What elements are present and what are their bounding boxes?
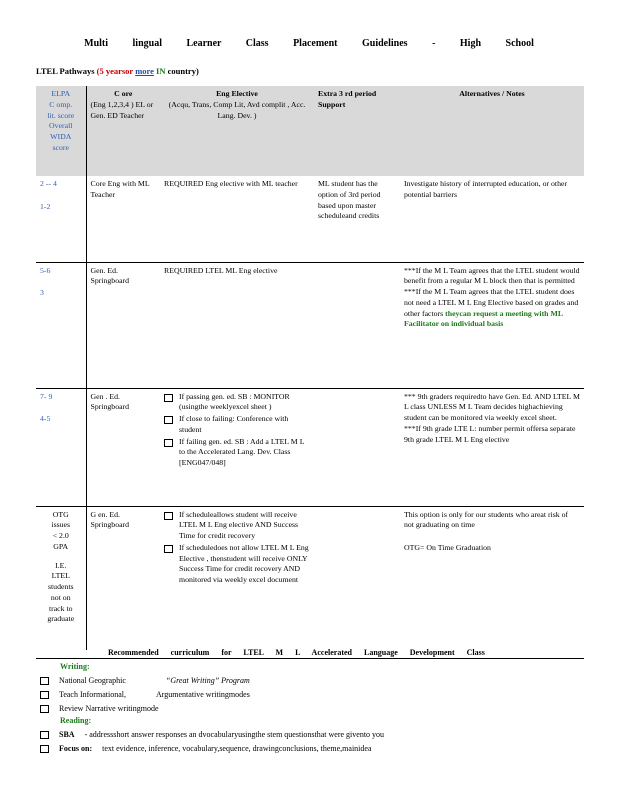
table-row: [36, 262, 584, 388]
score-cell: [36, 262, 86, 388]
checklist-item: [164, 414, 310, 436]
elpa-score: 5-6: [40, 265, 51, 275]
otg-line: LTEL: [51, 571, 70, 581]
table-header-row: [36, 86, 584, 176]
otg-line: not on: [50, 592, 71, 602]
pathways-more: more: [135, 66, 154, 76]
list-item-emphasis: “Great Writing” Program: [165, 676, 250, 685]
notes-cell: [400, 262, 584, 388]
header-score-line: Overall: [49, 121, 73, 131]
checklist-item: [164, 543, 310, 586]
notes-cell: [400, 506, 584, 650]
note-text: This option is only for our students who areat risk of not graduating on time: [404, 509, 569, 530]
extra-cell: [314, 388, 400, 506]
score-cell: [36, 176, 86, 262]
list-item-lead: SBA: [59, 730, 75, 739]
core-cell: G en. Ed. Springboard: [86, 506, 160, 650]
header-elective-title: Eng Elective: [216, 89, 258, 98]
placement-table: [36, 86, 584, 650]
otg-line: students: [47, 582, 74, 591]
writing-label: Writing:: [60, 662, 90, 671]
page-title: Multi lingual Learner Class Placement Guidelines - High School: [84, 38, 534, 49]
notes-cell: Investigate history of interrupted education, or other potential barriers: [400, 176, 584, 262]
ltel-pathways-line: [36, 66, 199, 76]
checklist-item: [164, 437, 310, 469]
divider: [36, 658, 584, 659]
checkbox-icon: [164, 545, 173, 553]
list-item: [40, 704, 159, 713]
checklist-text: If failing gen. ed. SB : Add a LTEL M L to the Accelerated Lang. Dev. Class [ENG047/048]: [179, 436, 305, 467]
list-item-text: Argumentative writingmodes: [155, 690, 250, 699]
otg-line: track to: [48, 603, 73, 613]
bullet-box-icon: [40, 677, 49, 685]
list-item-text: National Geographic: [59, 676, 126, 685]
bullet-box-icon: [40, 731, 49, 739]
list-item-text: Teach Informational,: [59, 690, 126, 699]
header-core: [86, 86, 160, 176]
header-score-line: score: [52, 142, 69, 152]
pathways-country: country): [167, 66, 199, 76]
otg-line: I.E.: [55, 560, 67, 570]
header-elective-sub: (Acqu, Trans, Comp Lit, Avd complit , Acc. Lang. Dev. ): [168, 99, 306, 120]
notes-cell: [400, 388, 584, 506]
note-text: OTG= On Time Graduation: [404, 543, 491, 552]
list-item-lead: Focus on:: [59, 744, 93, 753]
core-cell: Core Eng with ML Teacher: [86, 176, 160, 262]
header-extra: [314, 86, 400, 176]
extra-cell: ML student has the option of 3rd period based upon master scheduleand credits: [314, 176, 400, 262]
header-score-line: C omp.: [49, 99, 73, 109]
pathways-in: IN: [156, 66, 166, 76]
pathways-label: LTEL Pathways: [36, 66, 95, 76]
checkbox-icon: [164, 416, 173, 424]
otg-line: issues: [51, 520, 71, 530]
list-item-text: - addressshort answer responses an dvocabularyusingthe stem questionsthat were givento you: [84, 730, 385, 739]
otg-line: GPA: [53, 541, 69, 551]
note-text: *** 9th graders requiredto have Gen. Ed. AND LTEL M L class UNLESS M L Team decides highachieving student can be monitored via weekly excel sheet.: [404, 391, 580, 422]
note-text: ***If 9th grade LTE L: number permit offersa separate 9th grade LTEL M L Eng elective: [404, 423, 576, 444]
checklist-text: If scheduledoes not allow LTEL M L Eng Elective , thenstudent will receive ONLY Success Time for credit recovery AND monitored via weekly excel document: [179, 542, 309, 584]
elective-cell: REQUIRED Eng elective with ML teacher: [160, 176, 314, 262]
otg-line: OTG: [52, 509, 69, 519]
wida-score: 1-2: [40, 201, 51, 211]
core-cell: Gen . Ed. Springboard: [86, 388, 160, 506]
header-elective: [160, 86, 314, 176]
header-notes-title: Alternatives / Notes: [459, 89, 525, 98]
checklist-text: If passing gen. ed. SB : MONITOR (usingthe weeklyexcel sheet ): [179, 391, 290, 412]
checklist-text: If scheduleallows student will receive LTEL M L Eng elective AND Success Time for credit recovery: [179, 509, 299, 540]
list-item: [40, 690, 250, 699]
score-cell: [36, 506, 86, 650]
header-score: [36, 86, 86, 176]
elpa-score: 7- 9: [40, 391, 53, 401]
table-row: [36, 388, 584, 506]
header-score-line: ELPA: [51, 89, 71, 98]
bullet-box-icon: [40, 691, 49, 699]
extra-cell: [314, 506, 400, 650]
extra-cell: [314, 262, 400, 388]
elective-cell: REQUIRED LTEL ML Eng elective: [160, 262, 314, 388]
checklist-item: [164, 510, 310, 542]
list-item: [40, 730, 384, 739]
wida-score: 3: [40, 288, 44, 298]
list-item: [40, 676, 250, 685]
header-score-line: lit. score: [47, 110, 75, 120]
note-text: [404, 287, 580, 330]
list-item-text: text evidence, inference, vocabulary,sequence, drawingconclusions, theme,mainidea: [102, 744, 372, 753]
header-extra-title: Extra 3 rd period Support: [318, 89, 377, 109]
reading-label: Reading:: [60, 716, 92, 725]
header-core-sub: (Eng 1,2,3,4 ) EL or Gen. ED Teacher: [90, 99, 154, 120]
core-cell: Gen. Ed. Springboard: [86, 262, 160, 388]
pathways-years: (5 yearsor: [96, 66, 134, 76]
checkbox-icon: [164, 512, 173, 520]
otg-line: graduate: [47, 614, 75, 624]
checklist-item: [164, 392, 310, 414]
score-cell: [36, 388, 86, 506]
table-row: [36, 506, 584, 650]
wida-score: 4-5: [40, 414, 51, 424]
otg-line: < 2.0: [52, 531, 69, 540]
checklist-text: If close to failing: Conference with student: [179, 414, 289, 434]
checkbox-icon: [164, 394, 173, 402]
elective-cell: [160, 388, 314, 506]
note-text: ***If the M L Team agrees that the LTEL student would benefit from a regular M L block then that is permitted: [404, 265, 580, 286]
bullet-box-icon: [40, 745, 49, 753]
note-highlight: theycan request a meeting with ML Facilitator on individual basis: [404, 308, 563, 329]
elective-cell: [160, 506, 314, 650]
recommended-heading: Recommended curriculum for LTEL M L Accelerated Language Development Class: [108, 648, 485, 657]
table-row: [36, 176, 584, 262]
note-text-part: ***If the M L Team agrees that the LTEL student does not need a LTEL M L Eng Elective based on grades and other factors: [404, 287, 579, 318]
list-item: [40, 744, 372, 753]
header-notes: [400, 86, 584, 176]
header-score-line: WIDA: [50, 132, 72, 141]
header-core-title: C ore: [114, 89, 133, 98]
checkbox-icon: [164, 439, 173, 447]
list-item-text: Review Narrative writingmode: [59, 704, 159, 713]
bullet-box-icon: [40, 705, 49, 713]
elpa-score: 2 -- 4: [40, 179, 57, 188]
